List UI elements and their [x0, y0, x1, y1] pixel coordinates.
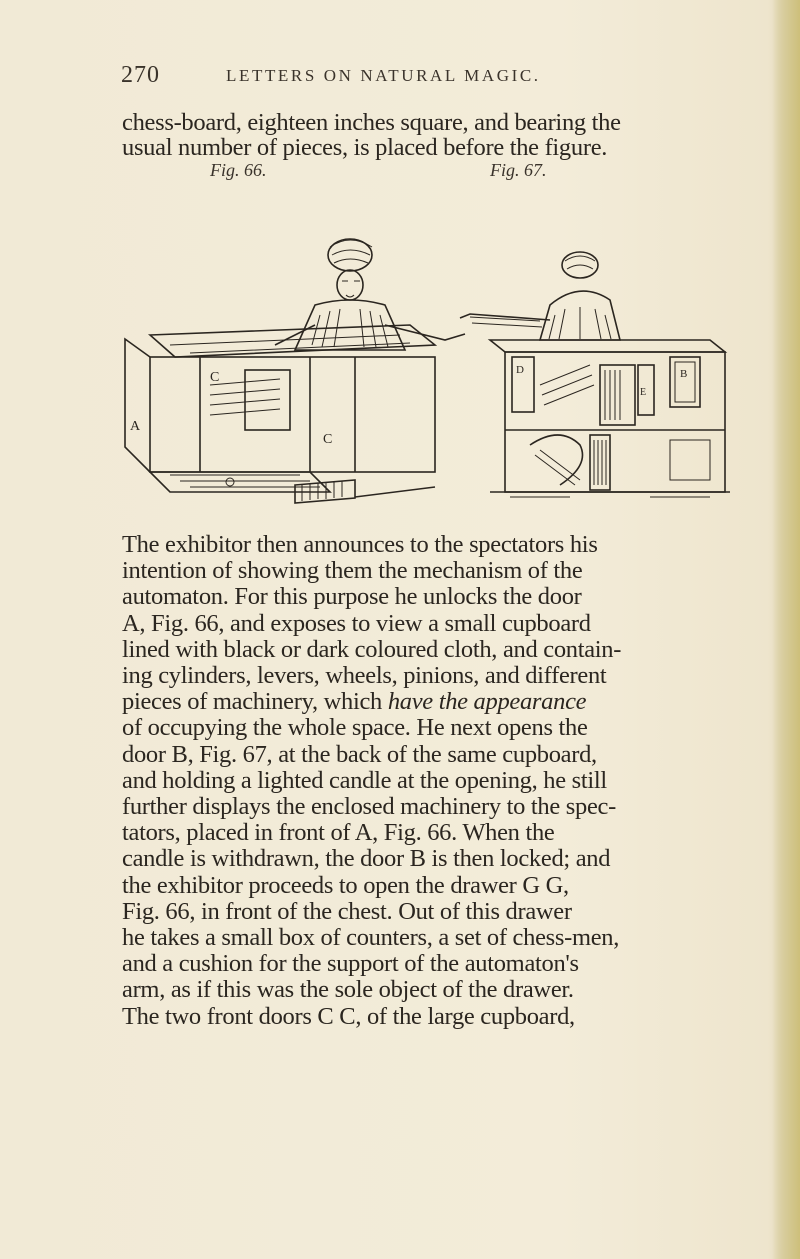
- automaton-illustrations: [110, 185, 740, 525]
- body-line: door B, Fig. 67, at the back of the same cupboard,: [122, 740, 597, 768]
- body-line: lined with black or dark coloured cloth, and contain-: [122, 635, 622, 663]
- body-line: tators, placed in front of A, Fig. 66. When the: [122, 819, 555, 847]
- body-line: The exhibitor then announces to the spectators his: [122, 531, 598, 558]
- fig-67-illustration: [460, 252, 730, 497]
- body-line: The two front doors C C, of the large cupboard,: [122, 1002, 575, 1030]
- body-line: Fig. 66, in front of the chest. Out of this drawer: [122, 897, 572, 925]
- body-line: he takes a small box of counters, a set of chess-men,: [122, 924, 620, 952]
- fig-66-letter-c1: C: [210, 370, 220, 385]
- fig-67-letter-b: B: [680, 368, 688, 380]
- body-line: of occupying the whole space. He next opens the: [122, 714, 588, 742]
- italic-phrase: have the appearance: [387, 688, 587, 716]
- fig-66-letter-c2: C: [323, 432, 333, 447]
- page-edge-shadow: [772, 0, 800, 1259]
- body-line-start: pieces of machinery, which: [122, 688, 388, 716]
- body-line: intention of showing them the mechanism of the: [122, 557, 583, 585]
- running-head: LETTERS ON NATURAL MAGIC.: [226, 66, 541, 85]
- intro-line: usual number of pieces, is placed before the figure.: [122, 134, 608, 161]
- body-line: ing cylinders, levers, wheels, pinions, and different: [122, 662, 607, 690]
- body-line: the exhibitor proceeds to open the drawer G G,: [122, 871, 569, 899]
- body-line: A, Fig. 66, and exposes to view a small cupboard: [122, 609, 591, 637]
- fig-67-letter-e: E: [640, 387, 647, 398]
- body-line-with-italic: [122, 689, 742, 715]
- body-line: further displays the enclosed machinery to the spec-: [122, 793, 616, 821]
- fig-66-letter-a: A: [130, 419, 141, 434]
- body-line: arm, as if this was the sole object of the drawer.: [122, 976, 574, 1004]
- fig-66-caption: Fig. 66.: [210, 160, 267, 180]
- fig-67-caption: Fig. 67.: [490, 160, 547, 180]
- fig-67-letter-d: D: [516, 364, 524, 376]
- body-line: automaton. For this purpose he unlocks the door: [122, 583, 582, 611]
- body-line: and holding a lighted candle at the opening, he still: [122, 766, 607, 794]
- page-number: 270: [121, 62, 160, 88]
- body-paragraph: [122, 532, 742, 1030]
- page-header: [0, 62, 800, 92]
- intro-line: chess-board, eighteen inches square, and bearing the: [122, 109, 621, 136]
- intro-paragraph: [122, 110, 742, 160]
- fig-66-illustration: [125, 239, 465, 503]
- body-line: candle is withdrawn, the door B is then locked; and: [122, 845, 611, 873]
- body-line: and a cushion for the support of the automaton's: [122, 950, 579, 978]
